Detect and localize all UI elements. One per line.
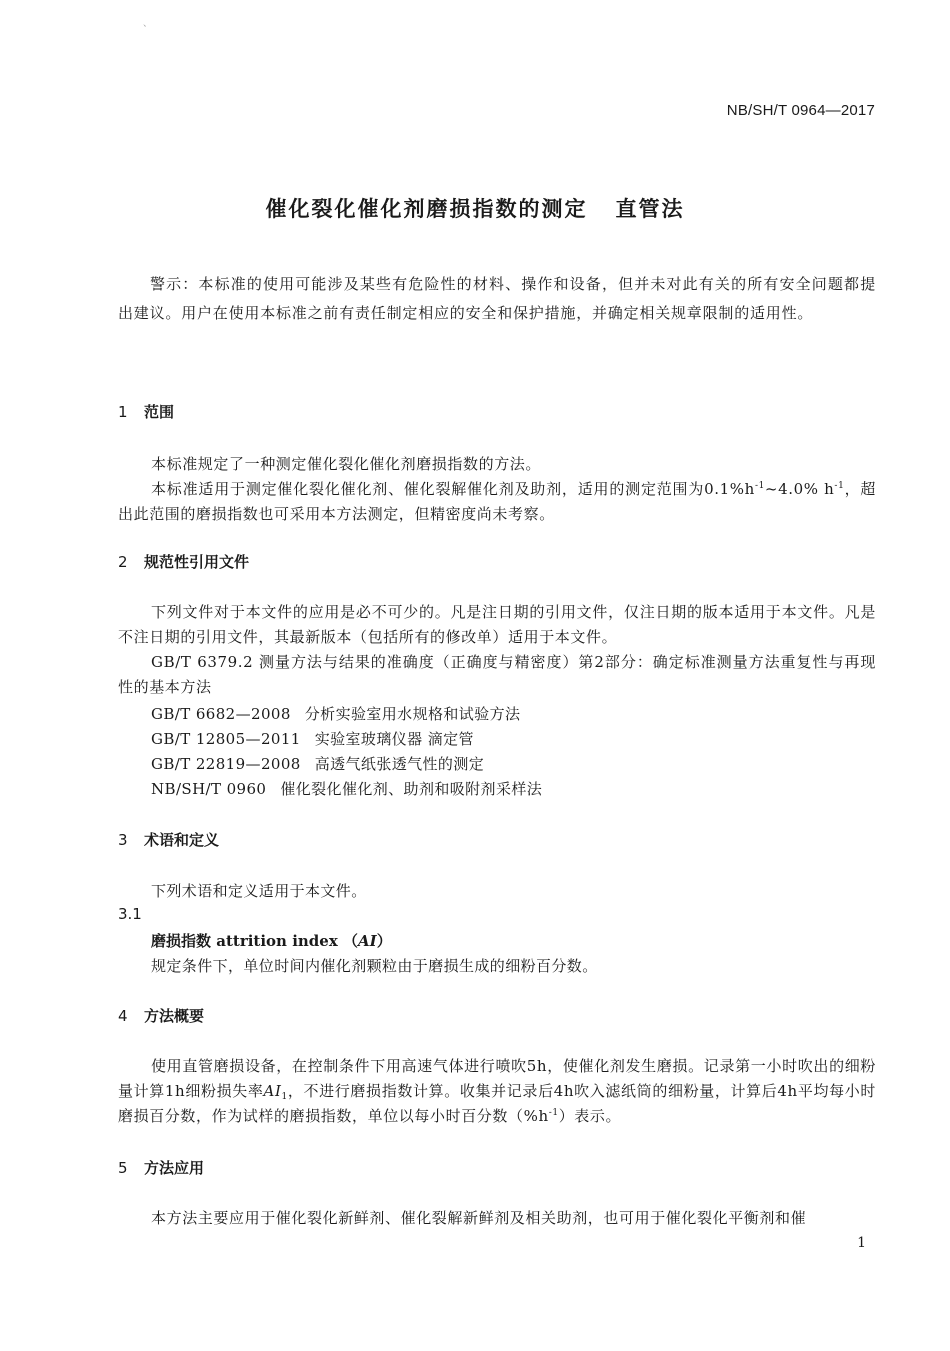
term-entry bbox=[151, 930, 392, 951]
reference-title: 高透气纸张透气性的测定 bbox=[314, 755, 485, 773]
page-number: 1 bbox=[857, 1235, 866, 1251]
section-5-para-1: 本方法主要应用于催化裂化新鲜剂、催化裂解新鲜剂及相关助剂，也可用于催化裂化平衡剂和催 bbox=[151, 1209, 807, 1227]
reference-code: GB/T 12805—2011 bbox=[151, 730, 301, 748]
term-definition: 规定条件下，单位时间内催化剂颗粒由于磨损生成的细粉百分数。 bbox=[151, 957, 598, 975]
section-number: 4 bbox=[118, 1007, 128, 1025]
section-2-heading bbox=[118, 551, 249, 572]
section-1-para-1: 本标准规定了一种测定催化裂化催化剂磨损指数的方法。 bbox=[151, 455, 542, 473]
section-5-heading bbox=[118, 1157, 204, 1178]
section-2-para-2: GB/T 6379.2 测量方法与结果的准确度（正确度与精密度）第2部分：确定标准测量方法重复性与再现性的基本方法 bbox=[118, 653, 876, 696]
formula-symbol: AI bbox=[263, 1082, 282, 1100]
section-title: 范围 bbox=[144, 403, 175, 421]
text-run: ，超出此范围的磨损指数也可采用本方法测定，但精密度尚未考察。 bbox=[118, 480, 876, 523]
reference-title: 实验室玻璃仪器 滴定管 bbox=[314, 730, 474, 748]
section-3-para-1: 下列术语和定义适用于本文件。 bbox=[151, 882, 367, 900]
section-title: 方法概要 bbox=[144, 1007, 205, 1025]
reference-item bbox=[151, 778, 542, 799]
warning-paragraph: 警示：本标准的使用可能涉及某些有危险性的材料、操作和设备，但并未对此有关的所有安全问题都提出建议。用户在使用本标准之前有责任制定相应的安全和保护措施，并确定相关规章限制的适用性。 bbox=[118, 275, 876, 322]
title-sub: 直管法 bbox=[615, 197, 685, 221]
section-2-para-1: 下列文件对于本文件的应用是必不可少的。凡是注日期的引用文件，仅注日期的版本适用于本文件。凡是不注日期的引用文件，其最新版本（包括所有的修改单）适用于本文件。 bbox=[118, 603, 876, 646]
section-title: 术语和定义 bbox=[144, 831, 220, 849]
section-number: 2 bbox=[118, 553, 128, 571]
section-number: 5 bbox=[118, 1159, 128, 1177]
reference-item bbox=[151, 703, 520, 724]
term-abbreviation: AI bbox=[358, 932, 377, 950]
bracket: （ bbox=[343, 932, 359, 950]
reference-title: 催化裂化催化剂、助剂和吸附剂采样法 bbox=[280, 780, 543, 798]
title-main: 催化裂化催化剂磨损指数的测定 bbox=[265, 197, 588, 221]
reference-code: NB/SH/T 0960 bbox=[151, 780, 267, 798]
reference-code: GB/T 22819—2008 bbox=[151, 755, 301, 773]
reference-title: 分析实验室用水规格和试验方法 bbox=[304, 705, 521, 723]
section-number: 3 bbox=[118, 831, 128, 849]
reference-item bbox=[151, 728, 474, 749]
text-run: ）表示。 bbox=[558, 1107, 622, 1125]
text-run: 使用直管磨损设备，在控制条件下用高速气体进行喷吹5h，使催化剂发生磨损。记录第一小时吹出的细粉量计算1h细粉损失率 bbox=[118, 1057, 876, 1100]
text-run: 本标准适用于测定催化裂化催化剂、催化裂解催化剂及助剂，适用的测定范围为0.1%h bbox=[151, 480, 755, 498]
subsection-number: 3.1 bbox=[118, 905, 142, 923]
section-1-heading bbox=[118, 401, 174, 422]
reference-item bbox=[151, 753, 484, 774]
section-4-heading bbox=[118, 1005, 204, 1026]
section-1-para-2 bbox=[118, 477, 876, 527]
text-run: ~4.0% h bbox=[764, 480, 835, 498]
term-english: attrition index bbox=[216, 932, 338, 950]
subscript: 1 bbox=[281, 1092, 288, 1102]
superscript: -1 bbox=[754, 481, 765, 491]
section-3-heading bbox=[118, 829, 219, 850]
text-run: ，不进行磨损指数计算。收集并记录后4h吹入滤纸筒的细粉量，计算后4h平均每小时磨损百分数，作为试样的磨损指数，单位以每小时百分数（%h bbox=[118, 1082, 877, 1125]
reference-code: GB/T 6682—2008 bbox=[151, 705, 291, 723]
bracket: ） bbox=[376, 932, 392, 950]
term-chinese: 磨损指数 bbox=[151, 932, 212, 950]
scan-mark: 、 bbox=[143, 19, 153, 29]
section-title: 规范性引用文件 bbox=[144, 553, 250, 571]
page-title bbox=[0, 193, 950, 223]
section-title: 方法应用 bbox=[144, 1159, 205, 1177]
standard-code: NB/SH/T 0964—2017 bbox=[726, 102, 875, 119]
section-number: 1 bbox=[118, 403, 128, 421]
superscript: -1 bbox=[548, 1108, 559, 1118]
superscript: -1 bbox=[834, 481, 845, 491]
section-4-para-1 bbox=[118, 1054, 876, 1129]
